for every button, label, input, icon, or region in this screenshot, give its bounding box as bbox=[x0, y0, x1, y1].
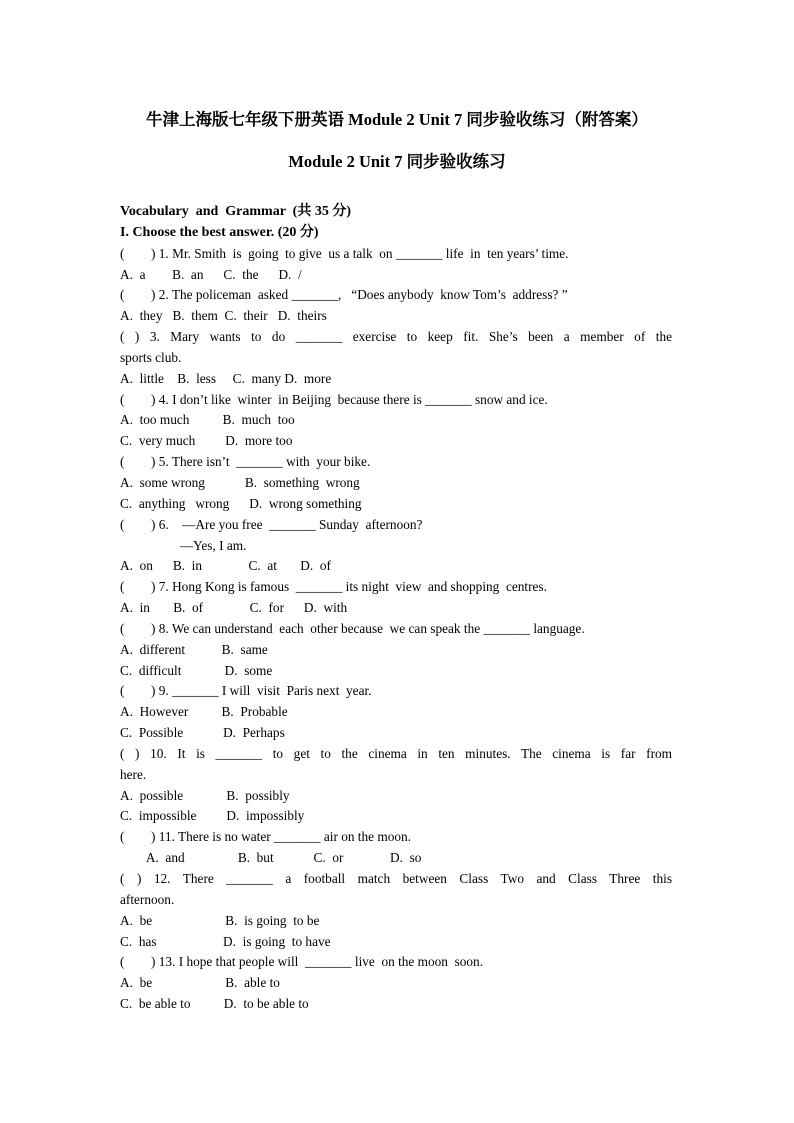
question-line: ( ) 11. There is no water _______ air on the moon. bbox=[120, 829, 411, 845]
options-line: A. be B. able to bbox=[120, 975, 280, 991]
question-line: ( ) 5. There isn’t _______ with your bike. bbox=[120, 454, 371, 470]
part-title: I. Choose the best answer. (20 分) bbox=[120, 224, 319, 240]
options-line: C. be able to D. to be able to bbox=[120, 996, 309, 1012]
options-line: C. anything wrong D. wrong something bbox=[120, 495, 362, 511]
question-line: ( ) 12. There _______ a football match between Class Two and Class Three this bbox=[120, 871, 672, 886]
question-line: ( ) 10. It is _______ to get to the cinema in ten minutes. The cinema is far from bbox=[120, 745, 672, 761]
question-continuation: sports club. bbox=[120, 349, 182, 365]
options-line: A. they B. them C. their D. theirs bbox=[120, 308, 327, 324]
document-subtitle: Module 2 Unit 7 同步验收练习 bbox=[288, 152, 506, 171]
section-heading: Vocabulary and Grammar (共 35 分) bbox=[120, 204, 351, 219]
options-line: C. has D. is going to have bbox=[120, 933, 331, 949]
question-line: ( ) 9. _______ I will visit Paris next year. bbox=[120, 683, 372, 699]
question-line: ( ) 7. Hong Kong is famous _______ its night view and shopping centres. bbox=[120, 579, 547, 595]
question-continuation: afternoon. bbox=[120, 891, 175, 907]
question-line: ( ) 4. I don’t like winter in Beijing because there is _______ snow and ice. bbox=[120, 391, 548, 407]
exercise-body bbox=[120, 202, 672, 1015]
options-line: C. difficult D. some bbox=[120, 662, 273, 678]
question-line: ( ) 2. The policeman asked _______, “Does anybody know Tom’s address? ” bbox=[120, 287, 568, 303]
options-line: A. However B. Probable bbox=[120, 704, 288, 720]
options-line: A. possible B. possibly bbox=[120, 787, 290, 803]
question-line: ( ) 1. Mr. Smith is going to give us a talk on _______ life in ten years’ time. bbox=[120, 245, 569, 261]
options-line: A. different B. same bbox=[120, 641, 268, 657]
options-line: C. impossible D. impossibly bbox=[120, 808, 305, 824]
question-continuation: here. bbox=[120, 766, 147, 782]
options-line: A. a B. an C. the D. / bbox=[120, 266, 302, 282]
options-line: A. in B. of C. for D. with bbox=[120, 600, 348, 616]
options-line: A. be B. is going to be bbox=[120, 912, 320, 928]
options-line: A. and B. but C. or D. so bbox=[120, 850, 422, 866]
question-continuation: —Yes, I am. bbox=[120, 537, 247, 553]
options-line: A. some wrong B. something wrong bbox=[120, 474, 360, 490]
options-line: C. Possible D. Perhaps bbox=[120, 725, 285, 741]
document-title: 牛津上海版七年级下册英语 Module 2 Unit 7 同步验收练习（附答案） bbox=[146, 110, 648, 129]
question-line: ( ) 13. I hope that people will _______ live on the moon soon. bbox=[120, 954, 484, 970]
question-line: ( ) 3. Mary wants to do _______ exercise to keep fit. She’s been a member of the bbox=[120, 329, 672, 345]
options-line: A. on B. in C. at D. of bbox=[120, 558, 331, 574]
question-line: ( ) 8. We can understand each other because we can speak the _______ language. bbox=[120, 620, 585, 636]
options-line: C. very much D. more too bbox=[120, 433, 293, 449]
options-line: A. little B. less C. many D. more bbox=[120, 370, 332, 386]
question-line: ( ) 6. —Are you free _______ Sunday afternoon? bbox=[120, 516, 423, 532]
options-line: A. too much B. much too bbox=[120, 412, 295, 428]
